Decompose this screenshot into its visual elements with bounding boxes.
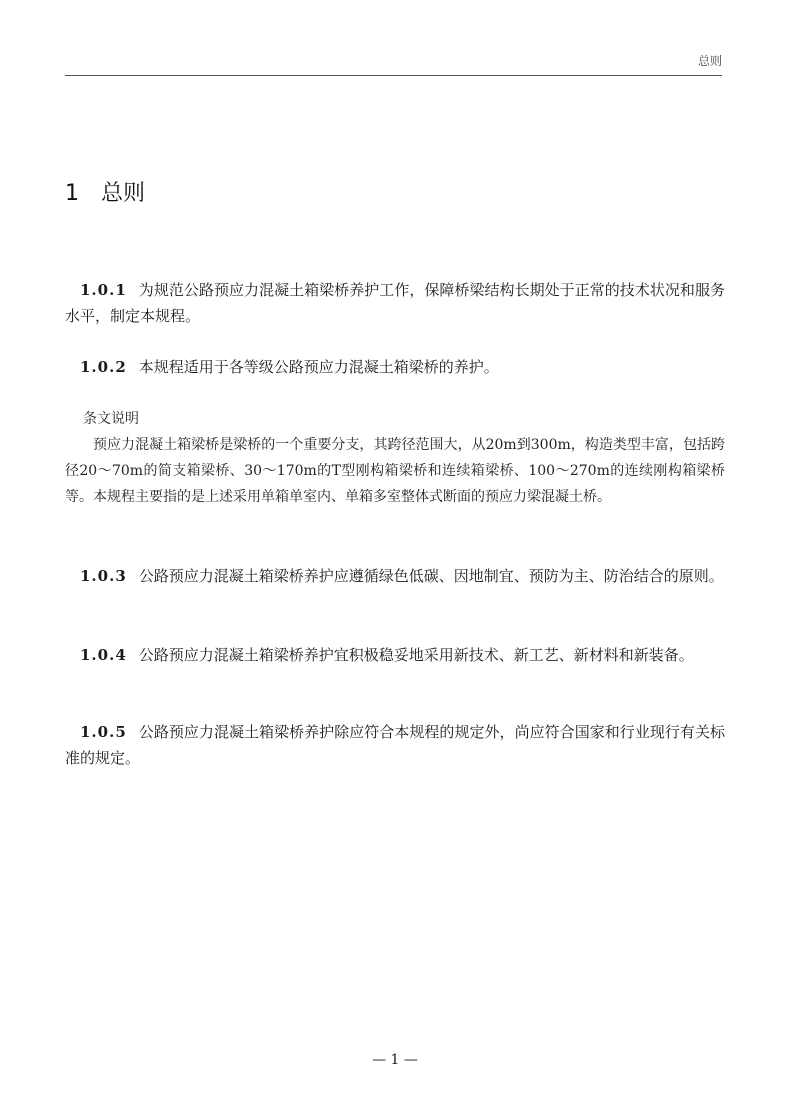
- clause-1-0-2: [65, 354, 725, 380]
- clause-1-0-1: [65, 277, 725, 329]
- running-header-title: 总则: [697, 54, 722, 68]
- clause-1-0-4: [65, 642, 725, 668]
- clause-number: 1.0.3: [80, 567, 127, 585]
- clause-number: 1.0.4: [80, 646, 127, 664]
- clause-1-0-5: [65, 719, 725, 771]
- clause-text: 公路预应力混凝土箱梁桥养护应遵循绿色低碳、因地制宜、预防为主、防治结合的原则。: [138, 567, 724, 585]
- chapter-title: 总则: [101, 181, 146, 206]
- clause-commentary: [65, 406, 725, 510]
- commentary-title: 条文说明: [83, 411, 139, 427]
- clause-text: 为规范公路预应力混凝土箱梁桥养护工作，保障桥梁结构长期处于正常的技术状况和服务水平，制定本规程。: [65, 281, 725, 325]
- clause-number: 1.0.2: [80, 358, 127, 376]
- clause-text: 公路预应力混凝土箱梁桥养护除应符合本规程的规定外，尚应符合国家和行业现行有关标准的规定。: [65, 723, 725, 767]
- clause-number: 1.0.1: [80, 281, 127, 299]
- chapter-heading: [65, 176, 145, 207]
- clause-1-0-3: [65, 563, 725, 589]
- clause-number: 1.0.5: [80, 723, 127, 741]
- clause-text: 公路预应力混凝土箱梁桥养护宜积极稳妥地采用新技术、新工艺、新材料和新装备。: [138, 646, 694, 664]
- clause-text: 本规程适用于各等级公路预应力混凝土箱梁桥的养护。: [138, 358, 499, 376]
- header-rule: [65, 75, 722, 76]
- page-number: — 1 —: [372, 1052, 418, 1068]
- chapter-number: 1: [65, 181, 79, 206]
- commentary-text: 预应力混凝土箱梁桥是梁桥的一个重要分支，其跨径范围大，从20m到300m，构造类型丰富，包括跨径20～70m的简支箱梁桥、30～170m的T型刚构箱梁桥和连续箱梁桥、100～270m的连续刚构箱梁桥等。本规程主要指的是上述采用单箱单室内、单箱多室整体式断面的预应力梁混凝土桥。: [65, 437, 725, 505]
